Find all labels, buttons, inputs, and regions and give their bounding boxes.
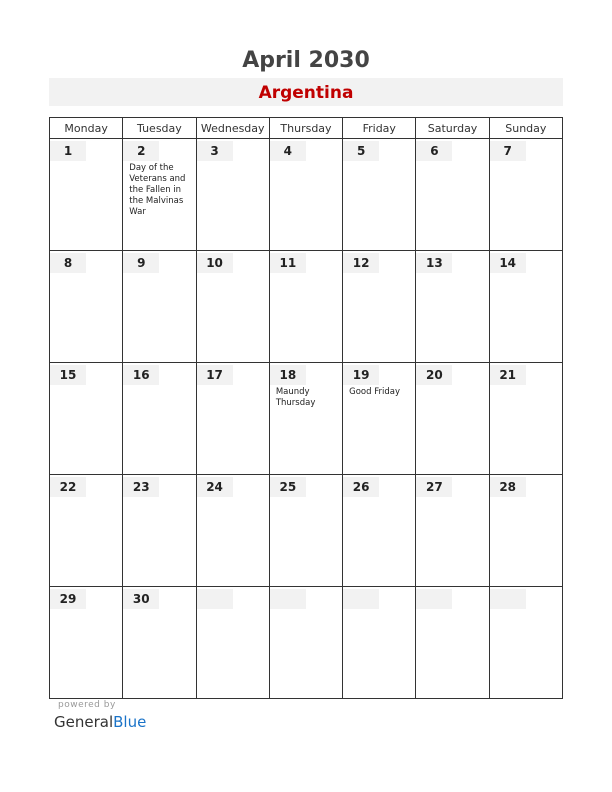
weekday-header-row bbox=[50, 118, 563, 139]
day-cell[interactable] bbox=[489, 251, 562, 363]
day-number bbox=[197, 589, 233, 609]
day-cell[interactable] bbox=[416, 251, 489, 363]
day-number: 1 bbox=[50, 141, 86, 161]
day-cell[interactable] bbox=[416, 363, 489, 475]
day-number: 21 bbox=[490, 365, 526, 385]
day-cell[interactable] bbox=[196, 251, 269, 363]
weekday-thursday: Thursday bbox=[269, 118, 342, 139]
weekday-sunday: Sunday bbox=[489, 118, 562, 139]
day-cell[interactable] bbox=[343, 139, 416, 251]
day-cell[interactable] bbox=[269, 251, 342, 363]
day-number: 16 bbox=[123, 365, 159, 385]
empty-day-cell bbox=[343, 587, 416, 699]
brand-name-blue: Blue bbox=[113, 713, 147, 731]
day-number: 19 bbox=[343, 365, 379, 385]
day-number: 18 bbox=[270, 365, 306, 385]
weekday-friday: Friday bbox=[343, 118, 416, 139]
day-cell[interactable] bbox=[123, 587, 196, 699]
day-cell[interactable] bbox=[50, 475, 123, 587]
day-cell[interactable] bbox=[343, 475, 416, 587]
day-cell[interactable] bbox=[416, 475, 489, 587]
holiday-label: Maundy Thursday bbox=[275, 387, 316, 408]
day-number: 28 bbox=[490, 477, 526, 497]
day-number: 4 bbox=[270, 141, 306, 161]
empty-day-cell bbox=[269, 587, 342, 699]
day-number: 6 bbox=[416, 141, 452, 161]
day-number: 23 bbox=[123, 477, 159, 497]
day-number: 8 bbox=[50, 253, 86, 273]
day-number bbox=[343, 589, 379, 609]
day-number: 3 bbox=[197, 141, 233, 161]
day-number: 13 bbox=[416, 253, 452, 273]
day-cell[interactable] bbox=[489, 139, 562, 251]
day-cell[interactable] bbox=[416, 139, 489, 251]
day-cell[interactable] bbox=[123, 363, 196, 475]
day-number: 7 bbox=[490, 141, 526, 161]
day-cell[interactable] bbox=[269, 475, 342, 587]
day-number: 12 bbox=[343, 253, 379, 273]
week-row bbox=[50, 363, 563, 475]
day-cell[interactable] bbox=[50, 251, 123, 363]
day-number bbox=[490, 589, 526, 609]
day-cell[interactable] bbox=[489, 475, 562, 587]
day-number: 17 bbox=[197, 365, 233, 385]
week-row bbox=[50, 475, 563, 587]
weekday-wednesday: Wednesday bbox=[196, 118, 269, 139]
page-title: April 2030 bbox=[242, 48, 370, 73]
holiday-label: Day of the Veterans and the Fallen in the Malvinas War bbox=[129, 163, 186, 217]
day-cell[interactable] bbox=[123, 139, 196, 251]
weekday-saturday: Saturday bbox=[416, 118, 489, 139]
day-cell[interactable] bbox=[50, 363, 123, 475]
week-row bbox=[50, 587, 563, 699]
day-number: 30 bbox=[123, 589, 159, 609]
day-cell[interactable] bbox=[123, 251, 196, 363]
week-row bbox=[50, 251, 563, 363]
country-name: Argentina bbox=[258, 83, 354, 103]
day-number: 10 bbox=[197, 253, 233, 273]
day-number: 5 bbox=[343, 141, 379, 161]
week-row bbox=[50, 139, 563, 251]
brand-name-general: General bbox=[54, 713, 114, 731]
day-number: 26 bbox=[343, 477, 379, 497]
calendar-grid bbox=[49, 117, 563, 699]
day-number: 24 bbox=[197, 477, 233, 497]
day-cell[interactable] bbox=[343, 251, 416, 363]
empty-day-cell bbox=[416, 587, 489, 699]
weekday-tuesday: Tuesday bbox=[123, 118, 196, 139]
day-number: 9 bbox=[123, 253, 159, 273]
day-number: 15 bbox=[50, 365, 86, 385]
day-number: 25 bbox=[270, 477, 306, 497]
day-cell[interactable] bbox=[269, 363, 342, 475]
day-cell[interactable] bbox=[50, 587, 123, 699]
day-number bbox=[416, 589, 452, 609]
day-cell[interactable] bbox=[123, 475, 196, 587]
day-cell[interactable] bbox=[196, 139, 269, 251]
day-number bbox=[270, 589, 306, 609]
day-number: 20 bbox=[416, 365, 452, 385]
day-number: 29 bbox=[50, 589, 86, 609]
day-cell[interactable] bbox=[489, 363, 562, 475]
day-cell[interactable] bbox=[196, 363, 269, 475]
country-banner bbox=[49, 78, 563, 106]
day-number: 2 bbox=[123, 141, 159, 161]
day-cell[interactable] bbox=[196, 475, 269, 587]
calendar-body bbox=[50, 139, 563, 699]
weekday-monday: Monday bbox=[50, 118, 123, 139]
holiday-label: Good Friday bbox=[349, 387, 400, 397]
day-number: 22 bbox=[50, 477, 86, 497]
day-number: 14 bbox=[490, 253, 526, 273]
brand-logo[interactable] bbox=[54, 712, 146, 732]
empty-day-cell bbox=[489, 587, 562, 699]
powered-by-label: powered by bbox=[58, 700, 116, 710]
day-cell[interactable] bbox=[343, 363, 416, 475]
day-cell[interactable] bbox=[269, 139, 342, 251]
day-cell[interactable] bbox=[50, 139, 123, 251]
day-number: 27 bbox=[416, 477, 452, 497]
day-number: 11 bbox=[270, 253, 306, 273]
empty-day-cell bbox=[196, 587, 269, 699]
